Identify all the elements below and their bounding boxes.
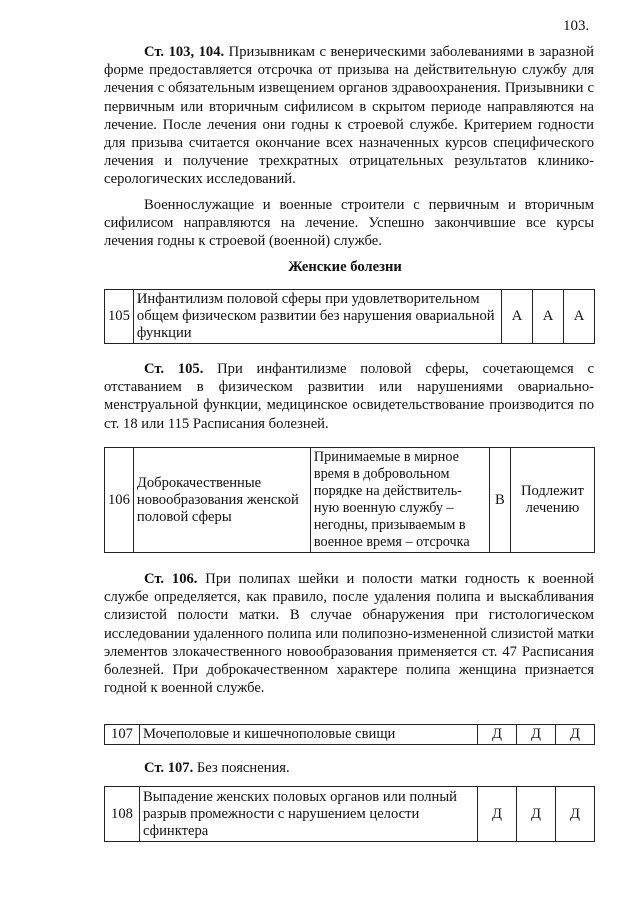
article-105-text [104,360,594,433]
article-107-ref: Ст. 107. [144,760,194,776]
article-106-text [104,570,594,697]
category-3: Д [556,787,595,842]
table-article-108 [104,786,595,842]
article-number: 105 [105,290,134,344]
section-heading-womens-diseases: Женские болезни [288,259,402,275]
table-row [105,725,595,745]
category-2: Д [517,725,556,745]
table-article-105 [104,289,595,344]
disease-description: Доброкачественные новообразования женской половой сферы [133,448,310,553]
category-2: А [533,290,564,344]
disease-description: Выпадение женских половых органов или полный разрыв промежности с нарушением целости сфинктера [140,787,478,842]
disease-description: Мочеполовые и кишечнополовые свищи [140,725,478,745]
article-106-body: При полипах шейки и полости матки годность к военной службе определяется, как правило, после удаления полипа и выскабливания слизистой полости матки. В случае обнаружения при гистологическом исследовании удаленного полипа или полипозно-измененной слизистой матки элементов злокачественного новообразования применяется ст. 47 Расписания болезней. При доброкачественном характере полипа женщина признается годной к военной службе. [104,571,594,697]
article-number: 106 [105,448,134,553]
category-3: А [564,290,595,344]
category-1: Д [478,787,517,842]
category-3-remark: Подлежит лечению [510,448,594,553]
article-number: 107 [105,725,140,745]
article-number: 108 [105,787,140,842]
category-1-note: Принимаемые в мирное время в добровольном порядке на действитель-ную военную службу – негодны, призываемым в военное время – отсрочка [310,448,489,553]
article-106-ref: Ст. 106. [144,571,198,587]
article-105-body: При инфантилизме половой сферы, сочетающемся с отставанием в физическом развитии или нарушениями овариально-менструальной функции, медицинское освидетельствование производится по ст. 18 или 115 Расписания болезней. [104,361,594,432]
article-107-text [104,759,594,777]
page-number: 103. [563,18,590,34]
table-row [105,787,595,842]
table-row [105,448,595,553]
category-2: В [489,448,510,553]
category-3: Д [556,725,595,745]
article-103-104-ref: Ст. 103, 104. [144,44,225,60]
table-row [105,290,595,344]
article-103-104-text [104,43,594,189]
article-103-104-body: Призывникам с венерическими заболеваниями в заразной форме предоставляется отсрочка от призыва на действительную службу для лечения с обязательным извещением органов здравоохранения. Призывники с первичным или вторичным сифилисом в скрытом периоде направляются на лечение. После лечения они годны к строевой службе. Критерием годности для призыва считается окончание всех назначенных курсов специфического лечения и получение трехкратных отрицательных результатов клинико- серологических исследований. [104,44,594,188]
category-2: Д [517,787,556,842]
category-1: А [502,290,533,344]
article-105-ref: Ст. 105. [144,361,204,377]
article-103-104-servicemen-text: Военнослужащие и военные строители с первичным и вторичным сифилисом направляются на лечение. Успешно закончившие все курсы лечения годны к строевой (военной) службе. [104,197,594,250]
category-1: Д [478,725,517,745]
disease-description: Инфантилизм половой сферы при удовлетворительном общем физическом развитии без нарушения овариальной функции [133,290,501,344]
article-107-body: Без пояснения. [193,760,290,776]
table-article-107 [104,724,595,745]
table-article-106 [104,447,595,553]
